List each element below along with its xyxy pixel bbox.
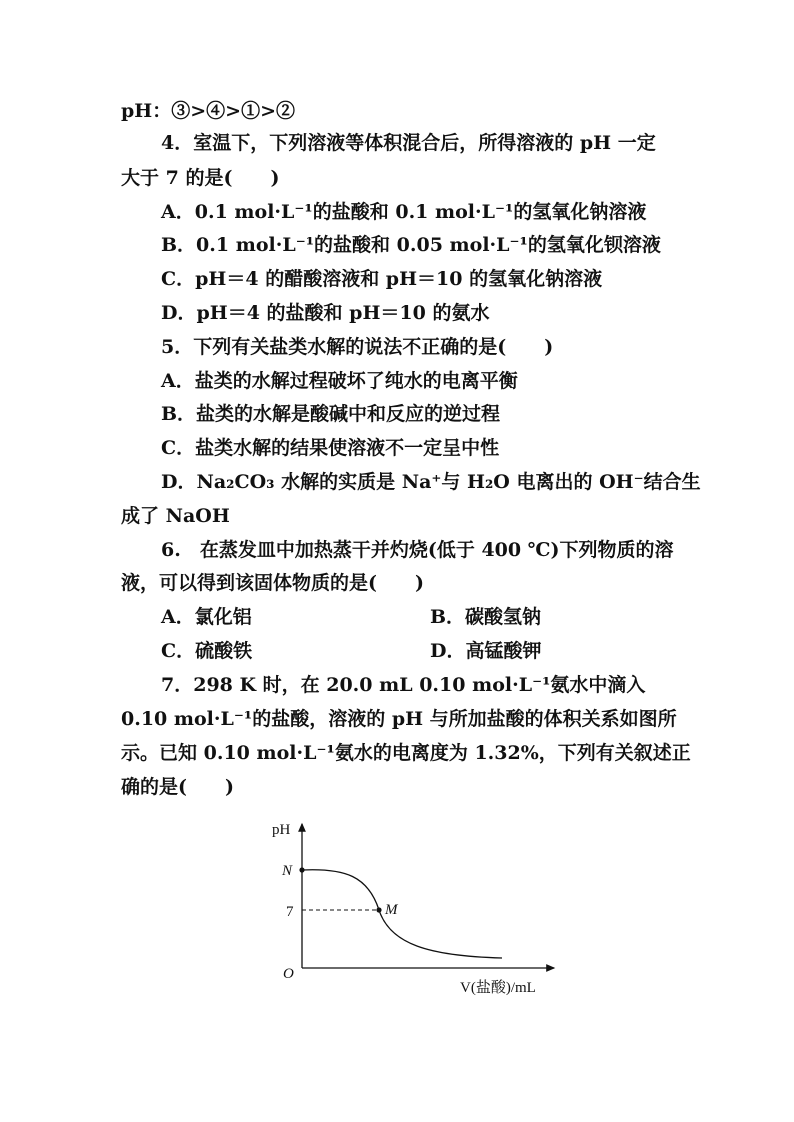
question-7-stem: 7．298 K 时，在 20.0 mL 0.10 mol·L⁻¹氨水中滴入 xyxy=(161,674,646,696)
option-d-cont: 成了 NaOH xyxy=(121,505,230,527)
x-axis-label: V(盐酸)/mL xyxy=(460,980,536,996)
question-4-stem: 4．室温下，下列溶液等体积混合后，所得溶液的 pH 一定 xyxy=(161,132,656,154)
point-n-label: N xyxy=(282,863,293,879)
y-axis-label: pH xyxy=(272,822,291,838)
point-m xyxy=(376,907,381,912)
option-c: C．盐类水解的结果使溶液不一定呈中性 xyxy=(161,437,500,459)
option-d: D．Na₂CO₃ 水解的实质是 Na⁺与 H₂O 电离出的 OH⁻结合生 xyxy=(161,471,701,493)
option-c: C．硫酸铁 xyxy=(161,640,253,662)
origin-label: O xyxy=(283,966,294,982)
question-7-stem-cont: 示。已知 0.10 mol·L⁻¹氨水的电离度为 1.32%，下列有关叙述正 xyxy=(121,742,691,764)
option-b: B．碳酸氢钠 xyxy=(430,606,542,628)
question-5-stem: 5．下列有关盐类水解的说法不正确的是( ) xyxy=(161,336,554,358)
text-line: pH：③>④>①>② xyxy=(121,100,295,122)
titration-curve xyxy=(302,870,502,958)
question-4-stem-cont: 大于 7 的是( ) xyxy=(121,167,280,189)
point-n xyxy=(299,867,304,872)
option-b: B．盐类的水解是酸碱中和反应的逆过程 xyxy=(161,403,501,425)
point-m-label: M xyxy=(385,902,398,918)
option-a: A．氯化铝 xyxy=(161,606,252,628)
question-7-stem-cont: 确的是( ) xyxy=(121,776,234,798)
option-a: A．盐类的水解过程破坏了纯水的电离平衡 xyxy=(161,370,518,392)
option-d: D．pH＝4 的盐酸和 pH＝10 的氨水 xyxy=(161,302,490,324)
question-6-stem-cont: 液，可以得到该固体物质的是( ) xyxy=(121,572,424,594)
tick-7-label: 7 xyxy=(286,904,294,920)
option-b: B．0.1 mol·L⁻¹的盐酸和 0.05 mol·L⁻¹的氢氧化钡溶液 xyxy=(161,234,661,256)
option-c: C．pH＝4 的醋酸溶液和 pH＝10 的氢氧化钠溶液 xyxy=(161,268,603,290)
option-a: A．0.1 mol·L⁻¹的盐酸和 0.1 mol·L⁻¹的氢氧化钠溶液 xyxy=(161,201,647,223)
question-7-stem-cont: 0.10 mol·L⁻¹的盐酸，溶液的 pH 与所加盐酸的体积关系如图所 xyxy=(121,708,677,730)
ph-titration-figure xyxy=(250,810,570,1000)
question-6-stem: 6. 在蒸发皿中加热蒸干并灼烧(低于 400 ℃)下列物质的溶 xyxy=(161,539,674,561)
option-d: D．高锰酸钾 xyxy=(430,640,542,662)
